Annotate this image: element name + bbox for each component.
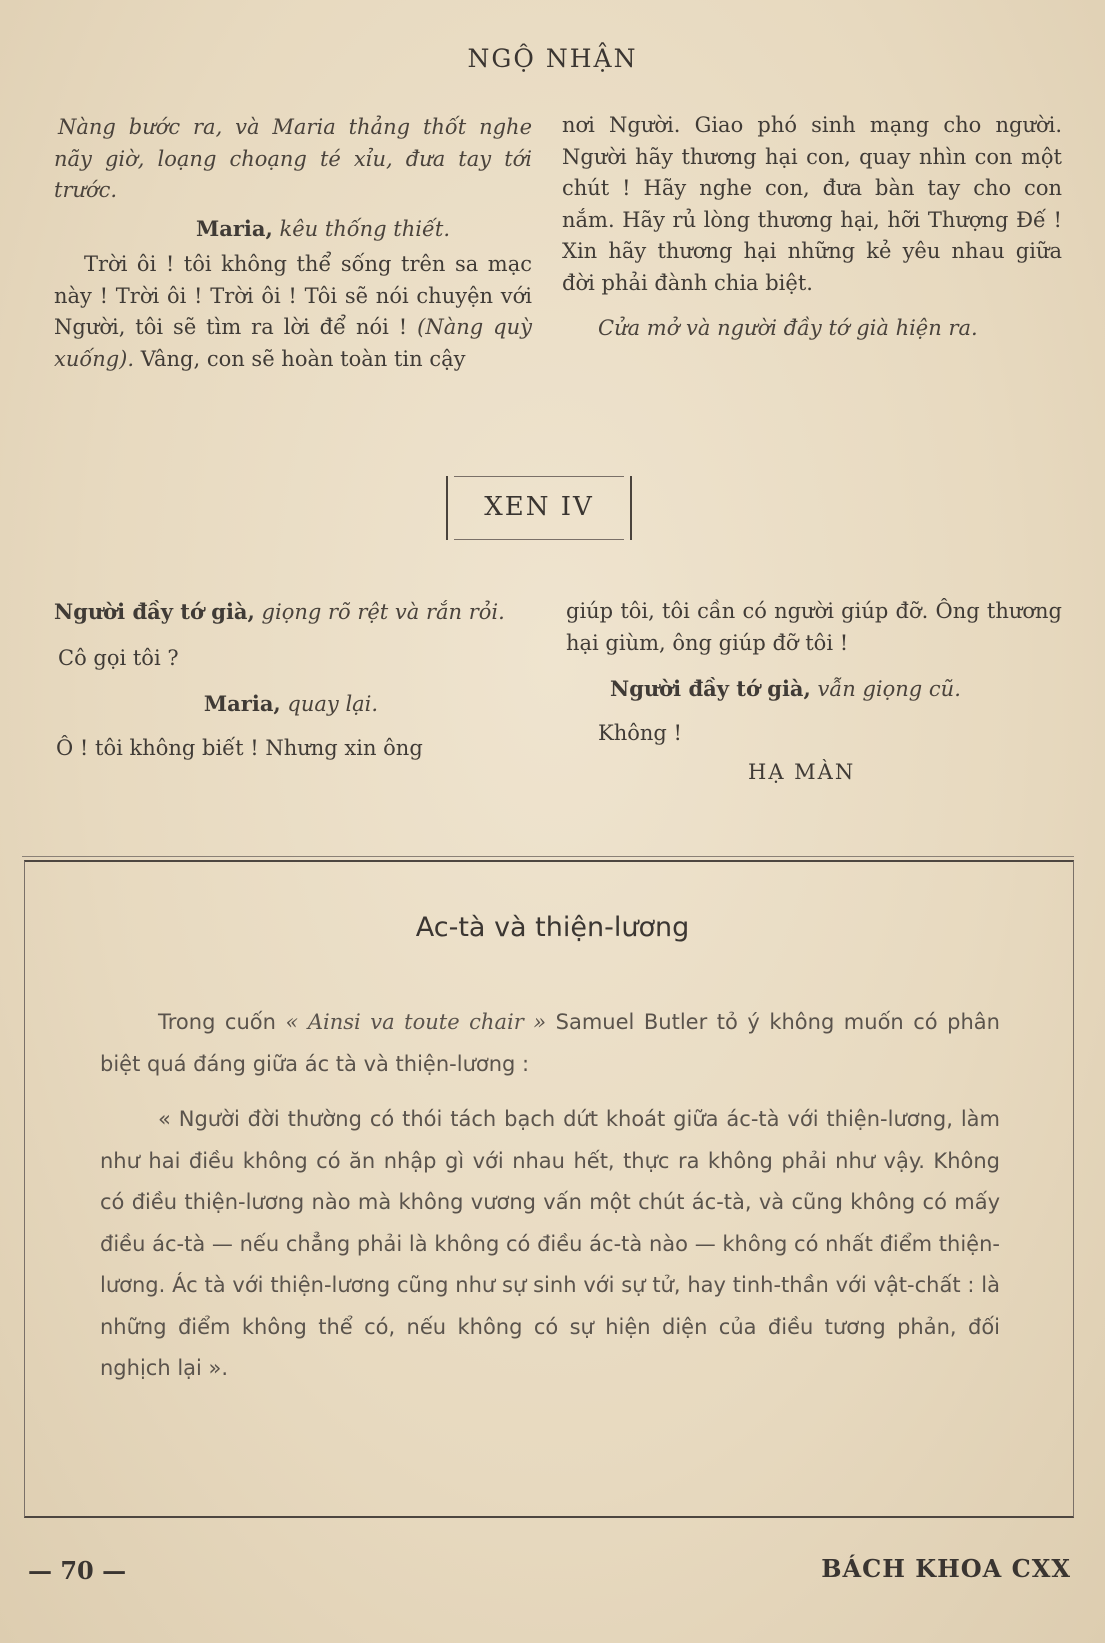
dialogue: Không ! (598, 720, 682, 745)
left-column-bottom (28, 596, 534, 764)
speaker-name: Maria, (195, 215, 273, 241)
curtain-line: HẠ MÀN (748, 760, 856, 784)
dialogue: Cô gọi tôi ? (58, 645, 179, 670)
box-text: Samuel Butler tỏ ý không muốn có phân biệt quá đáng giữa ác tà và thiện-lương : (100, 1010, 1000, 1076)
speaker-line (54, 213, 532, 246)
speaker-direction: giọng rõ rệt và rắn rỏi. (261, 600, 505, 624)
speaker-line (566, 673, 1062, 706)
stage-direction: Nàng bước ra, và Maria thảng thốt nghe nãy giờ, loạng choạng té xỉu, đưa tay tới trước. (54, 115, 532, 202)
speaker-name: Người đầy tớ già, (54, 599, 255, 624)
scene-heading-box (446, 476, 632, 540)
speaker-direction: quay lại. (287, 692, 379, 716)
magazine-name: BÁCH KHOA CXX (821, 1554, 1071, 1583)
box-body (100, 1002, 1000, 1392)
speaker-name: Maria, (203, 691, 281, 716)
dialogue-text: Vâng, con sẽ hoàn toàn tin cậy (134, 346, 466, 371)
box-title: Ac-tà và thiện-lương (415, 912, 690, 943)
speaker-direction: vẫn giọng cũ. (817, 677, 961, 701)
box-paragraph (100, 1002, 1000, 1085)
dialogue: giúp tôi, tôi cần có người giúp đỡ. Ông thương hại giùm, ông giúp đỡ tôi ! (566, 599, 1062, 655)
dialogue-direction: (Nàng quỳ xuống). (54, 315, 532, 371)
stage-direction: Cửa mở và người đầy tớ già hiện ra. (598, 316, 978, 340)
dialogue-text: Trời ôi ! tôi không thể sống trên sa mạc này ! Trời ôi ! Trời ôi ! Tôi sẽ nói chuyện với Người, tôi sẽ tìm ra lời để nói ! (54, 252, 532, 339)
speaker-direction: kêu thống thiết. (279, 216, 451, 241)
speaker-line (28, 596, 534, 629)
page-number: — 70 — (28, 1556, 127, 1585)
dialogue: nơi Người. Giao phó sinh mạng cho người. Người hãy thương hại con, quay nhìn con một chút ! Hãy nghe con, đưa bàn tay cho con nắm. Hãy rủ lòng thương hại, hỡi Thượng Đế ! Xin hãy thương hại những kẻ yêu nhau giữa đời phải đành chia biệt. (562, 113, 1062, 295)
right-column-top (562, 110, 1062, 345)
speaker-line (28, 688, 534, 721)
right-column-bottom (566, 596, 1062, 789)
book-title: « Ainsi va toute chair » (285, 1010, 547, 1034)
page-header: NGỘ NHẬN (467, 44, 638, 73)
divider (22, 856, 1074, 857)
dialogue (54, 249, 532, 375)
box-text: Trong cuốn (158, 1010, 286, 1034)
scene-heading: XEN IV (484, 492, 594, 522)
box-quote: « Người đời thường có thói tách bạch dứt khoát giữa ác-tà với thiện-lương, làm như hai điều không có ăn nhập gì với nhau hết, thực ra không phải như vậy. Không có điều thiện-lương nào mà không vương vấn một chút ác-tà, và cũng không có mấy điều ác-tà — nếu chẳng phải là không có điều ác-tà nào — không có nhất điểm thiện-lương. Ác tà với thiện-lương cũng như sự sinh với sự tử, hay tinh-thần với vật-chất : là những điểm không thể có, nếu không có sự hiện diện của điều tương phản, đối nghịch lại ». (100, 1107, 1000, 1380)
left-column-top (54, 112, 532, 375)
speaker-name: Người đầy tớ già, (610, 676, 811, 701)
dialogue: Ô ! tôi không biết ! Nhưng xin ông (56, 735, 423, 760)
